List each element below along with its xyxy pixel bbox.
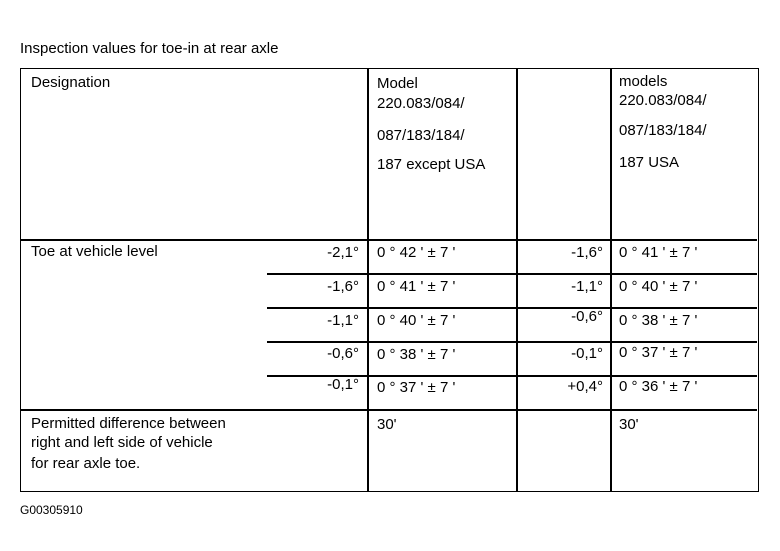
col-divider: [367, 69, 369, 491]
models-header-line: 187 USA: [619, 154, 680, 171]
model-header-line: 220.083/084/: [377, 95, 465, 112]
toe-level-b: +0,4°: [567, 378, 603, 395]
col-divider: [516, 69, 518, 491]
models-header-line: 087/183/184/: [619, 122, 707, 139]
row-divider: [21, 409, 757, 411]
toe-level-b: -0,1°: [571, 345, 603, 362]
row-divider: [21, 239, 757, 241]
toe-value-b: 0 ° 36 ' ± 7 ': [619, 378, 698, 395]
toe-label: Toe at vehicle level: [31, 243, 158, 260]
toe-level-a: -2,1°: [327, 244, 359, 261]
figure-id: G00305910: [20, 503, 83, 517]
row-divider: [267, 307, 757, 309]
row-divider: [267, 273, 757, 275]
models-header-line: 220.083/084/: [619, 92, 707, 109]
models-header-line: models: [619, 73, 668, 90]
toe-value-b: 0 ° 41 ' ± 7 ': [619, 244, 698, 261]
inspection-table: [20, 68, 759, 492]
toe-value-a: 0 ° 38 ' ± 7 ': [377, 346, 456, 363]
permitted-value-b: 30': [619, 416, 639, 433]
model-header-line: Model: [377, 75, 418, 92]
model-header-line: 087/183/184/: [377, 127, 465, 144]
toe-value-b: 0 ° 37 ' ± 7 ': [619, 344, 698, 361]
toe-level-a: -1,1°: [327, 312, 359, 329]
col-divider: [610, 69, 612, 491]
toe-level-b: -1,6°: [571, 244, 603, 261]
toe-value-a: 0 ° 40 ' ± 7 ': [377, 312, 456, 329]
designation-header: Designation: [31, 74, 111, 91]
table-caption: Inspection values for toe-in at rear axle: [20, 40, 279, 57]
toe-value-a: 0 ° 42 ' ± 7 ': [377, 244, 456, 261]
toe-level-b: -1,1°: [571, 278, 603, 295]
toe-level-b: -0,6°: [571, 308, 603, 325]
toe-value-a: 0 ° 37 ' ± 7 ': [377, 379, 456, 396]
toe-value-a: 0 ° 41 ' ± 7 ': [377, 278, 456, 295]
model-header-line: 187 except USA: [377, 156, 486, 173]
toe-value-b: 0 ° 40 ' ± 7 ': [619, 278, 698, 295]
toe-level-a: -1,6°: [327, 278, 359, 295]
toe-level-a: -0,1°: [327, 376, 359, 393]
toe-level-a: -0,6°: [327, 345, 359, 362]
permitted-value-a: 30': [377, 416, 397, 433]
permitted-label-line: for rear axle toe.: [31, 455, 141, 472]
permitted-label-line: right and left side of vehicle: [31, 434, 213, 451]
permitted-label-line: Permitted difference between: [31, 415, 226, 432]
toe-value-b: 0 ° 38 ' ± 7 ': [619, 312, 698, 329]
